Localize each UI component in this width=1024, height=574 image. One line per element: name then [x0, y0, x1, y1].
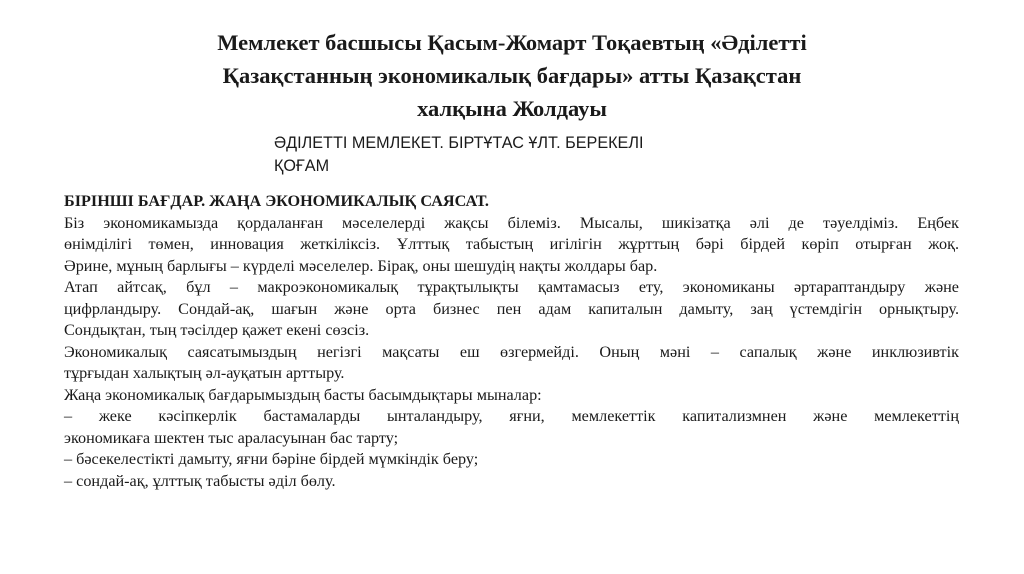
subtitle-line: ҚОҒАМ	[274, 157, 330, 175]
document-title	[150, 26, 874, 125]
body-line: – жеке кәсіпкерлік бастамаларды ынталандыру, яғни, мемлекеттік капитализмнен және мемлекеттің	[64, 407, 959, 425]
body-line: Экономикалық саясатымыздың негізгі мақсаты еш өзгермейді. Оның мәні – сапалық және инклюзивтік	[64, 342, 959, 361]
body-line: Атап айтсақ, бұл – макроэкономикалық тұрақтылықты қамтамасыз ету, экономиканы әртараптандыру және	[64, 278, 959, 296]
body-line: Сондықтан, тың тәсілдер қажет екені сөзсіз.	[64, 321, 370, 339]
document-body	[64, 191, 959, 492]
title-line: Мемлекет басшысы Қасым-Жомарт Тоқаевтың «Әділетті	[217, 30, 807, 55]
document-subtitle	[274, 132, 744, 178]
body-line: цифрландыру. Сондай-ақ, шағын және орта бизнес пен адам капиталын дамыту, заң үстемдігін орнықтыру.	[64, 299, 959, 318]
section-heading: БІРІНШІ БАҒДАР. ЖАҢА ЭКОНОМИКАЛЫҚ САЯСАТ.	[64, 192, 489, 210]
body-line: экономикаға шектен тыс араласуынан бас тарту;	[64, 428, 399, 447]
body-line: өнімділігі төмен, инновация жеткіліксіз. Ұлттық табыстың игілігін жұрттың бәрі бірдей көріп отырған жоқ.	[64, 235, 959, 253]
body-line: Біз экономикамызда қордаланған мәселелерді жақсы білеміз. Мысалы, шикізатқа әлі де тәуелдіміз. Еңбек	[64, 213, 959, 232]
subtitle-line: ӘДІЛЕТТІ МЕМЛЕКЕТ. БІРТҰТАС ҰЛТ. БЕРЕКЕЛІ	[274, 134, 644, 152]
body-line: Әрине, мұның барлығы – күрделі мәселелер. Бірақ, оны шешудің нақты жолдары бар.	[64, 256, 658, 275]
body-line: тұрғыдан халықтың әл-ауқатын арттыру.	[64, 364, 345, 382]
body-line: – сондай-ақ, ұлттық табысты әділ бөлу.	[64, 471, 336, 490]
body-line: – бәсекелестікті дамыту, яғни бәріне бірдей мүмкіндік беру;	[64, 450, 479, 468]
title-line: халқына Жолдауы	[417, 96, 607, 121]
title-line: Қазақстанның экономикалық бағдары» атты Қазақстан	[222, 63, 802, 88]
body-line: Жаңа экономикалық бағдарымыздың басты басымдықтары мыналар:	[64, 385, 542, 404]
